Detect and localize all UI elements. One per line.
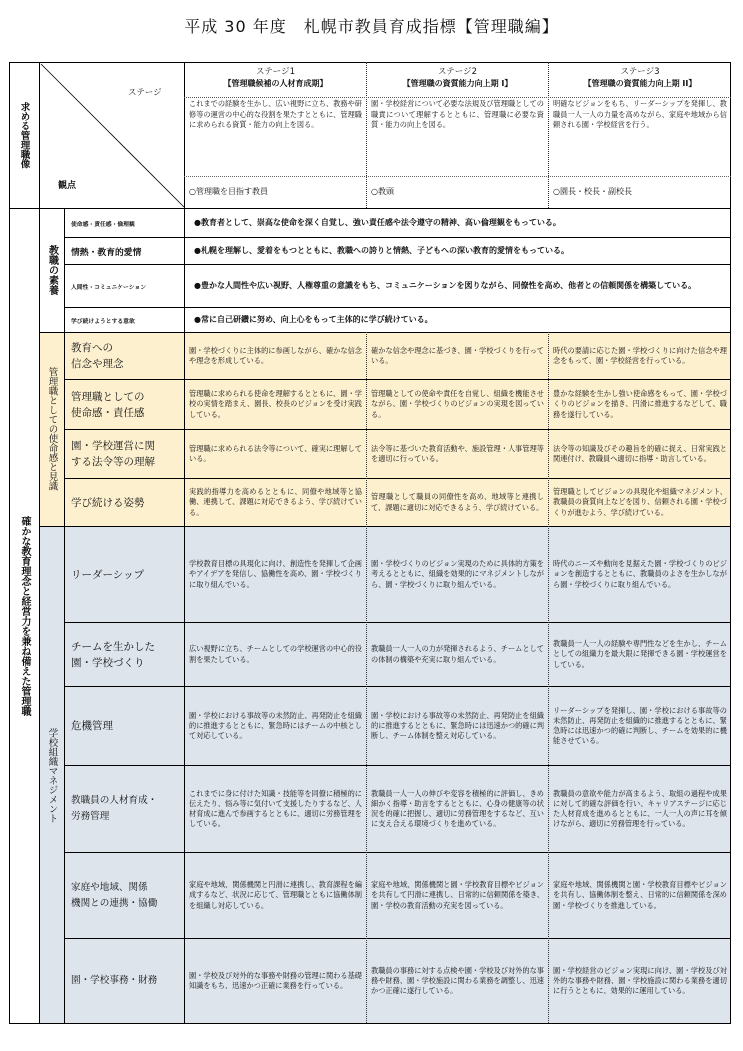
cell-1-2: 確かな信念や理念に基づき、園・学校づくりを行っている。	[371, 345, 544, 365]
cell-5-2: 園・学校づくりのビジョン実現のために具体的方策を考えるとともに、組織を効果的にマネジメントしながら、園・学校づくりに取り組んでいる。	[371, 559, 544, 589]
row-label-10: 園・学校事務・財務	[71, 975, 158, 986]
personal-label-4: 学び続けようとする意欲	[71, 318, 135, 325]
cell-3-3: 法令等の知識及びその趣旨を的確に捉え、日常実践と関連付け、教職員へ適切に指導・助言している。	[553, 443, 727, 463]
cell-6-2: 教職員一人一人の力が発揮されるよう、チームとしての体制の構築や充実に取り組んでいる。	[371, 644, 544, 664]
stage-3-sub: 【管理職の資質能力向上期 II】	[583, 79, 697, 88]
stage-3-desc: 明確なビジョンをもち、リーダーシップを発揮し、教職員一人一人の力量を高めながら、家庭や地域から信頼される園・学校経営を行う。	[553, 99, 727, 129]
cell-7-3: リーダーシップを発揮し、園・学校における事故等の未然防止、再発防止を組織的に推進するとともに、緊急時には迅速かつ的確に判断し、チームを効果的に機能させている。	[553, 705, 727, 746]
personal-label-1: 使命感・責任感・倫理観	[71, 221, 135, 228]
cell-2-1: 管理職に求められる使命を理解するとともに、園・学校の実情を踏まえ、園長、校長のビジョンを受け実践している。	[189, 389, 362, 419]
cell-4-3: 管理職としてビジョンの具現化や組織マネジメント、教職員の資質向上などを図り、信頼される園・学校づくりが進むよう、学び続けている。	[553, 487, 727, 517]
cell-10-2: 教職員の事務に対する点検や園・学校及び対外的な事務や財務、園・学校施設に関わる業務を調整し、迅速かつ正確に遂行している。	[371, 965, 544, 996]
row-label-6: チームを生かした 園・学校づくり	[71, 640, 155, 669]
stage-3-name: ステージ3	[620, 67, 660, 77]
row-label-7: 危機管理	[71, 720, 113, 732]
stage-2-name: ステージ2	[437, 67, 478, 77]
stage-2-target: ○教頭	[371, 187, 394, 196]
personal-label-3: 人間性・コミュニケーション	[71, 284, 147, 291]
stage-1-target: ○管理職を目指す教員	[189, 187, 268, 196]
row-label-8: 教職員の人材育成・ 労務管理	[71, 795, 158, 822]
cell-2-2: 管理職としての使命や責任を自覚し、組織を機能させながら、園・学校づくりのビジョンの実現を図っている。	[371, 389, 544, 419]
personal-text-1: ●教育者として、崇高な使命を深く自覚し、強い責任感や法令遵守の精神、高い倫理観をもっている。	[194, 218, 561, 227]
cell-9-3: 家庭や地域、関係機関と園・学校教育目標やビジョンを共有し、協働体制を整え、日常的に信頼関係を深め園・学校づくりを推進している。	[553, 880, 727, 910]
stage-2-desc: 園・学校経営について必要な法規及び管理職としての職責について理解するとともに、管理職に必要な資質・能力の向上を図る。	[371, 99, 544, 129]
cell-4-1: 実践的指導力を高めるとともに、同僚や地域等と協働、連携して、課題に対応できるよう、学び続けている。	[189, 487, 362, 517]
stage-label: ステージ	[128, 88, 162, 98]
viewpoint-label: 観点	[58, 181, 77, 191]
cell-1-1: 園・学校づくりに主体的に参画しながら、確かな信念や理念を形成している。	[189, 345, 362, 365]
stage-3-header	[549, 66, 731, 90]
cell-9-2: 家庭や地域、関係機関と園・学校教育目標やビジョンを共有して円滑に連携し、日常的に信頼関係を築き、園・学校の教育活動の充実を図っている。	[371, 880, 544, 910]
cell-10-3: 園・学校経営のビジョン実現に向け、園・学校及び対外的な事務や財務、園・学校施設に関わる業務を適切に行うとともに、効果的に運用している。	[553, 965, 727, 996]
cell-2-3: 豊かな経験を生かし強い使命感をもって、園・学校づくりのビジョンを描き、円滑に推進するなどして、職務を遂行している。	[553, 389, 727, 419]
cell-9-1: 家庭や地域、関係機関と円滑に連携し、教育課程を編成するなど、状況に応じて、管理職とともに協働体制を組織し対応している。	[189, 880, 362, 910]
cell-3-2: 法令等に基づいた教育活動や、施設管理・人事管理等を適切に行っている。	[371, 443, 544, 463]
cell-7-1: 園・学校における事故等の未然防止、再発防止を組織的に推進するとともに、緊急時にはチームの中核として対応している。	[189, 710, 362, 741]
row-label-4: 学び続ける姿勢	[71, 496, 145, 509]
header-left-label: 求める管理職像	[18, 102, 30, 169]
row-label-2: 管理職としての 使命感・責任感	[71, 390, 145, 419]
cell-7-2: 園・学校における事故等の未然防止、再発防止を組織的に推進するとともに、緊急時には迅速かつ的確に判断し、チーム体制を整え対応している。	[371, 710, 544, 741]
cell-6-1: 広い視野に立ち、チームとしての学校運営の中心的役割を果たしている。	[189, 644, 362, 664]
row-label-1: 教育への 信念や理念	[71, 342, 124, 370]
cell-8-2: 教職員一人一人の伸びや変容を積極的に評価し、きめ細かく指導・助言をするとともに、心身の健康等の状況を的確に把握し、適切に労務管理をするなど、互いに支え合える環境づくりを進めている。	[371, 788, 544, 829]
stage-1-header	[185, 66, 366, 90]
personal-label-2: 情熱・教育的愛情	[71, 247, 142, 258]
cell-10-1: 園・学校及び対外的な事務や財務の管理に関わる基礎知識をもち、迅速かつ正確に業務を行っている。	[189, 970, 362, 990]
cell-6-3: 教職員一人一人の経験や専門性などを生かし、チームとしての組織力を最大限に発揮できる園・学校運営をしている。	[553, 639, 727, 669]
stage-1-name: ステージ1	[255, 67, 296, 77]
side-label-main: 確かな教育理念と経営力を兼ね備えた管理職	[19, 516, 30, 716]
stage-3-target: ○園長・校長・副校長	[553, 187, 632, 196]
cell-8-1: これまでに身に付けた知識・技能等を同僚に積極的に伝えたり、悩み等に気付いて支援したりするなど、人材育成に進んで参画するとともに、適切に労務管理をしている。	[189, 788, 362, 829]
personal-text-4: ●常に自己研鑽に努め、向上心をもって主体的に学び続けている。	[194, 315, 433, 324]
row-label-3: 園・学校運営に関 する法令等の理解	[71, 440, 155, 468]
stage-2-sub: 【管理職の資質能力向上期 I】	[402, 79, 513, 88]
cell-8-3: 教職員の意欲や能力が高まるよう、取組の過程や成果に対して的確な評価を行い、キャリアステージに応じた人材育成を進めるとともに、一人一人の声に耳を傾けながら、適切に労務管理を行っている。	[553, 788, 727, 829]
personal-text-2: ●札幌を理解し、愛着をもつとともに、教職への誇りと情熱、子どもへの深い教育的愛情をもっている。	[194, 246, 569, 255]
group-label-1: 教職の素養	[46, 245, 58, 295]
stage-2-header	[367, 66, 548, 90]
row-label-5: リーダーシップ	[71, 568, 145, 581]
stage-1-sub: 【管理職候補の人材育成期】	[223, 79, 328, 88]
stage-1-desc: これまでの経験を生かし、広い視野に立ち、教務や研修等の運営の中心的な役割を果たすとともに、管理職に求められる資質・能力の向上を図る。	[189, 99, 362, 129]
cell-3-1: 管理職に求められる法令等について、確実に理解している。	[189, 443, 362, 463]
personal-text-3: ●豊かな人間性や広い視野、人権尊重の意識をもち、コミュニケーションを図りながら、同僚性を高め、他者との信頼関係を構築している。	[194, 281, 697, 290]
cell-5-1: 学校教育目標の具現化に向け、創造性を発揮して企画やアイデアを発信し、協働性を高め、園・学校づくりに取り組んでいる。	[189, 559, 362, 589]
group-label-2: 管理職としての使命感と見識	[46, 367, 58, 491]
row-label-9: 家庭や地域、関係 機関との連携・協働	[71, 881, 158, 909]
cell-4-2: 管理職として職員の同僚性を高め、地域等と連携して、課題に適切に対応できるよう、学び続けている。	[371, 492, 544, 512]
page-title: 平成 30 年度 札幌市教員育成指標【管理職編】	[184, 17, 559, 36]
cell-1-3: 時代の要請に応じた園・学校づくりに向けた信念や理念をもって、園・学校経営を行っている。	[553, 345, 727, 365]
group-label-3: 学校組織マネジメント	[46, 727, 58, 823]
cell-5-3: 時代のニーズや動向を見据えた園・学校づくりのビジョンを創造するとともに、教職員のよさを生かしながら園・学校づくりに取り組んでいる。	[553, 559, 727, 589]
